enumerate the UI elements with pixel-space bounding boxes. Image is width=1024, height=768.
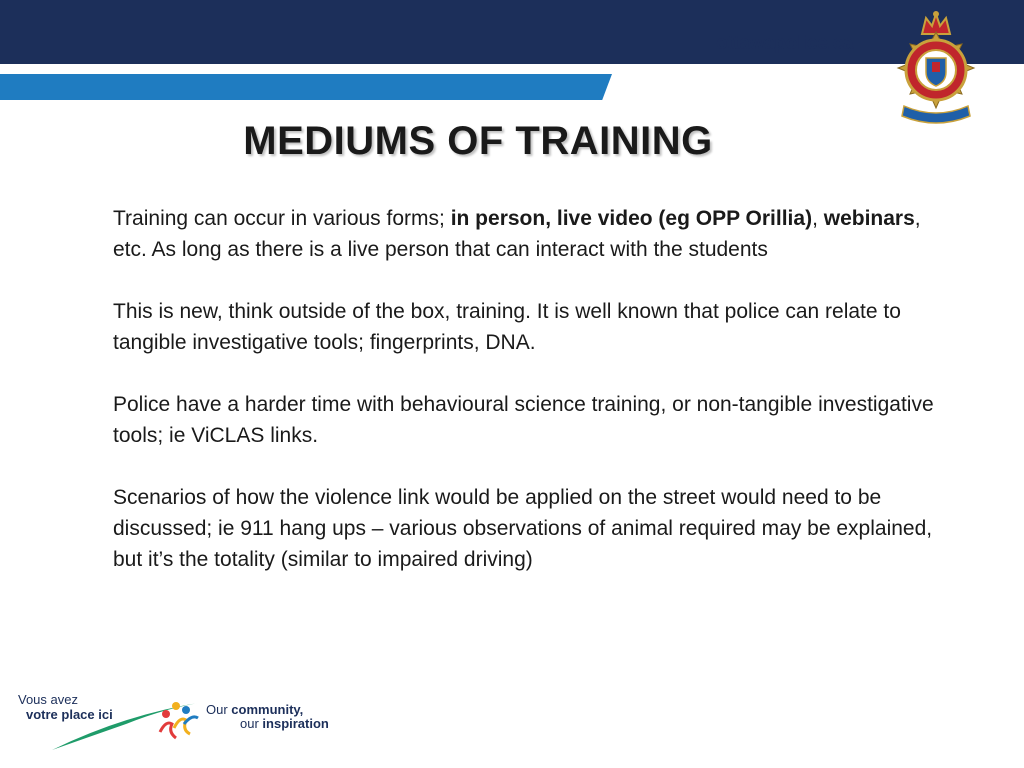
accent-strip bbox=[0, 74, 612, 100]
bold-text: webinars bbox=[823, 207, 915, 230]
bold-text: in person, live video (eg OPP Orillia) bbox=[450, 207, 813, 230]
site-url[interactable]: ottawapolice.ca bbox=[716, 33, 853, 54]
header-band bbox=[0, 0, 1024, 64]
paragraph-forms bbox=[113, 203, 943, 265]
footer-our-community bbox=[206, 702, 303, 717]
police-crest-icon bbox=[888, 8, 984, 130]
slide-title: MEDIUMS OF TRAINING bbox=[243, 119, 713, 163]
paragraph-scenarios: Scenarios of how the violence link would be applied on the street would need to be discussed; ie 911 hang ups – various observations of animal required may be explained, but it’s the totality (similar to impaired driving) bbox=[113, 486, 933, 571]
footer-text: Our bbox=[206, 702, 232, 717]
paragraph-text: , etc. As long as there is a live person that can interact with the students bbox=[113, 207, 921, 261]
footer-bold-text: inspiration bbox=[262, 716, 329, 731]
paragraph-text: Training can occur in various forms; bbox=[113, 207, 451, 230]
footer-logo bbox=[16, 684, 346, 754]
paragraph-text: , bbox=[812, 207, 824, 230]
slide-body bbox=[113, 203, 943, 606]
footer-text: our bbox=[240, 716, 263, 731]
footer-bold-text: community, bbox=[231, 702, 304, 717]
footer-vous-avez: Vous avez bbox=[18, 692, 78, 707]
paragraph-new-training: This is new, think outside of the box, training. It is well known that police can relate to tangible investigative tools; fingerprints, DNA. bbox=[113, 300, 901, 354]
paragraph-behavioural: Police have a harder time with behavioural science training, or non-tangible investigative tools; ie ViCLAS links. bbox=[113, 393, 934, 447]
footer-votre-place: votre place ici bbox=[26, 707, 113, 722]
footer-our-inspiration bbox=[240, 716, 329, 731]
